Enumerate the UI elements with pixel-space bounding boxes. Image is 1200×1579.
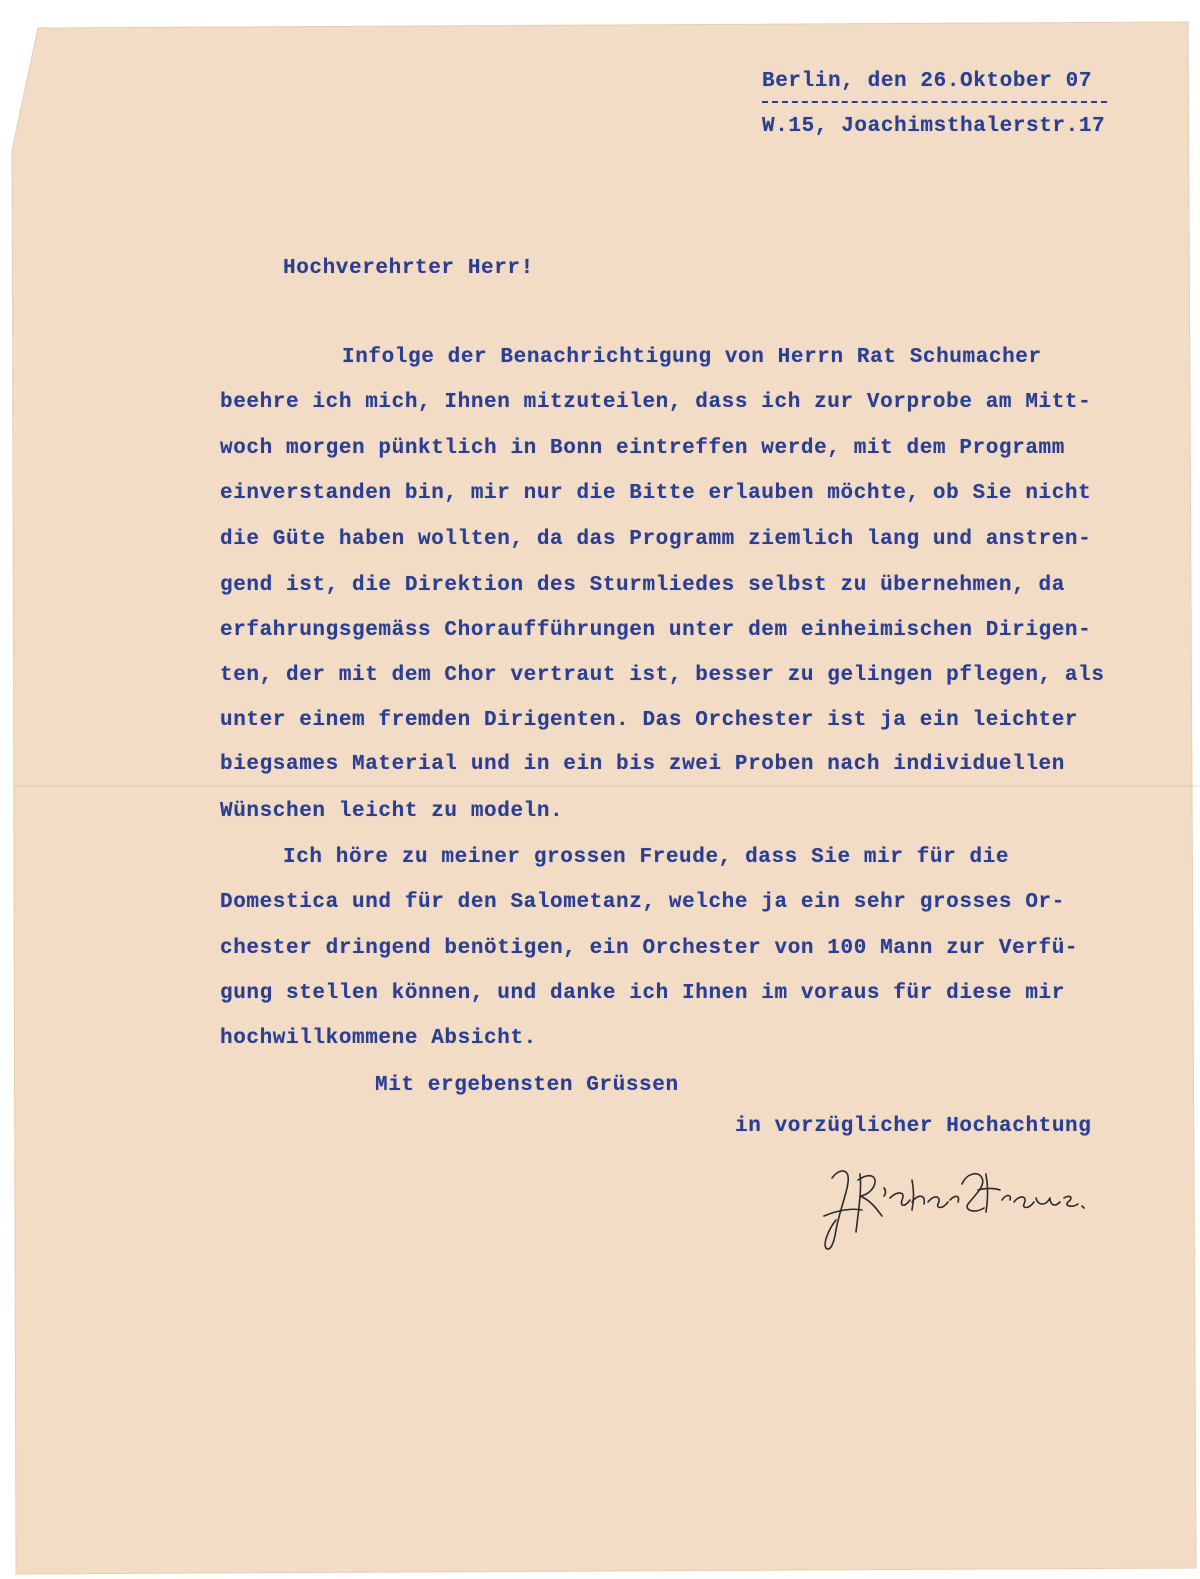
salutation: Hochverehrter Herr! [283,257,534,280]
body-line: Wünschen leicht zu modeln. [220,800,564,823]
body-line: woch morgen pünktlich in Bonn eintreffen werde, mit dem Programm [220,437,1065,460]
body-line: gend ist, die Direktion des Sturmliedes selbst zu übernehmen, da [220,574,1065,597]
closing-regards: in vorzüglicher Hochachtung [735,1115,1092,1138]
body-line: gung stellen können, und danke ich Ihnen im voraus für diese mir [220,982,1065,1005]
body-line: einverstanden bin, mir nur die Bitte erlauben möchte, ob Sie nicht [220,482,1092,505]
body-line: biegsames Material und in ein bis zwei Proben nach individuellen [220,753,1065,776]
body-line: die Güte haben wollten, da das Programm ziemlich lang und anstren- [220,528,1092,551]
dashed-rule [762,101,1107,103]
body-line: Domestica und für den Salometanz, welche ja ein sehr grosses Or- [220,891,1065,914]
paper-fold-line [14,785,1200,787]
body-line: hochwillkommene Absicht. [220,1027,537,1050]
handwritten-signature [818,1160,1098,1260]
body-line: unter einem fremden Dirigenten. Das Orchester ist ja ein leichter [220,709,1079,732]
closing-greeting: Mit ergebensten Grüssen [375,1074,679,1097]
sender-address: W.15, Joachimsthalerstr.17 [762,115,1106,138]
body-line: erfahrungsgemäss Choraufführungen unter dem einheimischen Dirigen- [220,619,1092,642]
body-line: beehre ich mich, Ihnen mitzuteilen, dass ich zur Vorprobe am Mitt- [220,391,1092,414]
body-line: Infolge der Benachrichtigung von Herrn Rat Schumacher [342,346,1042,369]
body-line: ten, der mit dem Chor vertraut ist, besser zu gelingen pflegen, als [220,664,1105,687]
body-line: Ich höre zu meiner grossen Freude, dass Sie mir für die [283,846,1010,869]
body-line: chester dringend benötigen, ein Orchester von 100 Mann zur Verfü- [220,937,1079,960]
place-date: Berlin, den 26.Oktober 07 [762,70,1093,93]
